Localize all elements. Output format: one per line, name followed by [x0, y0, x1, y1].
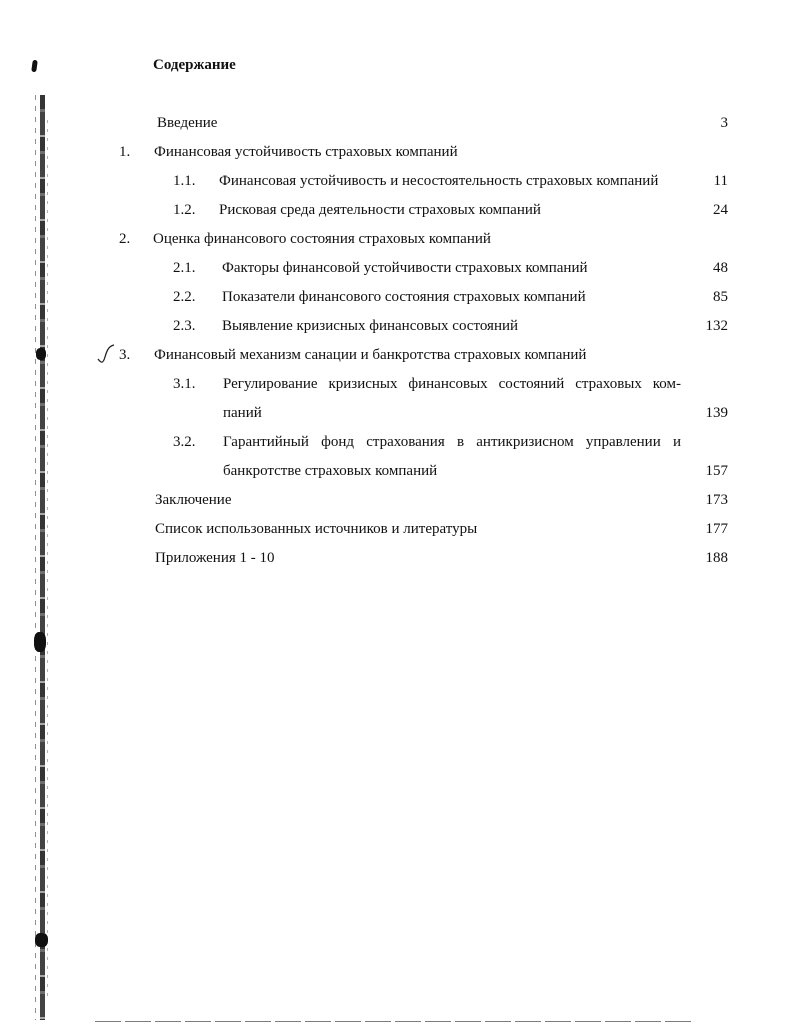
toc-section-number: 3.2. [173, 434, 196, 450]
toc-entry [0, 113, 794, 133]
toc-chapter [0, 345, 794, 365]
toc-section-label: Финансовая устойчивость и несостоятельность страховых компаний [219, 173, 659, 189]
scan-blob [35, 933, 48, 947]
toc-chapter [0, 142, 794, 162]
toc-section [0, 258, 794, 278]
toc-section-label-line1: Регулирование кризисных финансовых состояний страховых ком- [223, 376, 681, 392]
toc-chapter-label: Финансовая устойчивость страховых компаний [154, 144, 458, 160]
scan-mark [31, 60, 38, 73]
toc-section-page: 139 [705, 405, 728, 421]
toc-entry-label: Список использованных источников и литературы [155, 521, 478, 537]
toc-section [0, 287, 794, 307]
scan-bottom-edge [95, 1021, 695, 1022]
toc-entry [0, 490, 794, 510]
toc-entry-label: Введение [157, 115, 218, 131]
toc-section [0, 432, 794, 452]
toc-section-label: Рисковая среда деятельности страховых компаний [219, 202, 541, 218]
toc-section-number: 3.1. [173, 376, 196, 392]
toc-section-label-line2: банкротстве страховых компаний [223, 463, 438, 479]
toc-chapter-label: Оценка финансового состояния страховых компаний [153, 231, 491, 247]
toc-entry-page: 177 [705, 521, 728, 537]
toc-section-number: 2.3. [173, 318, 196, 334]
toc-chapter-number: 1. [119, 144, 131, 160]
toc-section-label: Выявление кризисных финансовых состояний [222, 318, 519, 334]
toc-section-continuation [0, 461, 794, 481]
toc-title: Содержание [153, 57, 236, 73]
toc-section-page: 11 [713, 173, 728, 189]
toc-section-label-line2: паний [223, 405, 262, 421]
scan-blob [34, 632, 46, 652]
toc-chapter [0, 229, 794, 249]
toc-chapter-label: Финансовый механизм санации и банкротства страховых компаний [154, 347, 587, 363]
toc-chapter-number: 2. [119, 231, 131, 247]
toc-section [0, 374, 794, 394]
toc-section-page: 85 [713, 289, 728, 305]
toc-chapter-number: 3. [119, 347, 131, 363]
toc-entry [0, 548, 794, 568]
toc-entry-page: 173 [705, 492, 728, 508]
toc-section-page: 157 [705, 463, 728, 479]
toc-entry [0, 519, 794, 539]
toc-entry-label: Заключение [155, 492, 232, 508]
toc-section-label-line1: Гарантийный фонд страхования в антикризисном управлении и [223, 434, 681, 450]
toc-section-label: Факторы финансовой устойчивости страховых компаний [222, 260, 588, 276]
toc-entry-label: Приложения 1 - 10 [155, 550, 275, 566]
toc-entry-page: 3 [720, 115, 728, 131]
toc-section [0, 316, 794, 336]
toc-entry-page: 188 [705, 550, 728, 566]
toc-section-number: 1.1. [173, 173, 196, 189]
toc-section-number: 2.1. [173, 260, 196, 276]
toc-section-number: 1.2. [173, 202, 196, 218]
toc-section-page: 24 [713, 202, 728, 218]
toc-section-label: Показатели финансового состояния страховых компаний [222, 289, 586, 305]
toc-section-page: 132 [705, 318, 728, 334]
toc-section [0, 171, 794, 191]
toc-section-continuation [0, 403, 794, 423]
toc-section-page: 48 [713, 260, 728, 276]
toc-section-number: 2.2. [173, 289, 196, 305]
toc-section [0, 200, 794, 220]
